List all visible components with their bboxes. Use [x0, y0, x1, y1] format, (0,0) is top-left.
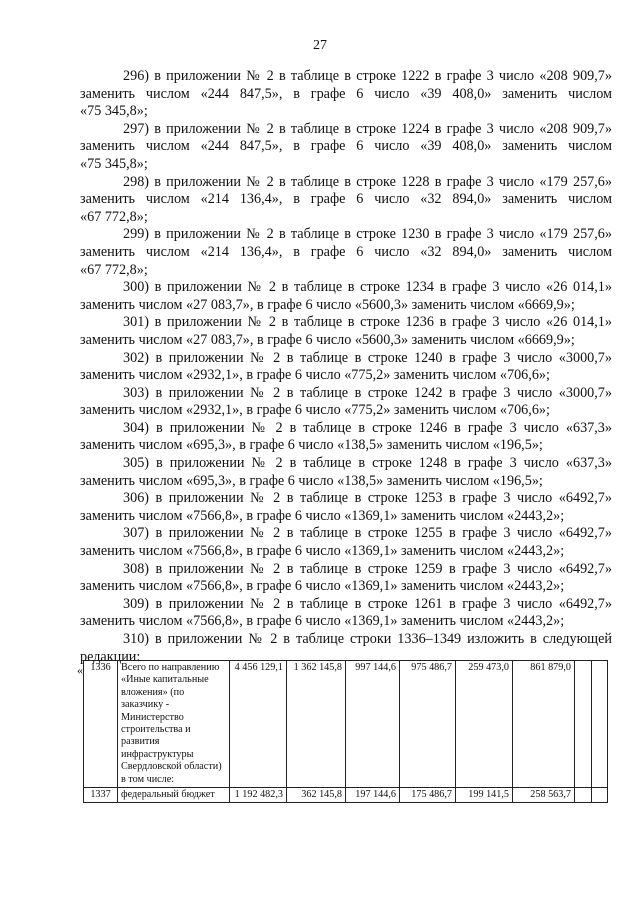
text-line: заменить числом «7566,8», в графе 6 число «1369,1» заменить числом «2443,2»;	[80, 613, 565, 630]
text-line: 302) в приложении № 2 в таблице в строке 1240 в графе 3 число «3000,7»	[123, 349, 612, 366]
amendment-item	[80, 314, 612, 349]
text-line: 308) в приложении № 2 в таблице в строке 1259 в графе 3 число «6492,7»	[123, 560, 612, 577]
page-number: 27	[313, 38, 327, 53]
value-cell: 975 486,7	[400, 661, 456, 788]
text-line: заменить числом «244 847,5», в графе 6 число «39 408,0» заменить числом	[80, 85, 612, 102]
value-cell	[592, 788, 608, 803]
text-line: 300) в приложении № 2 в таблице в строке 1234 в графе 3 число «26 014,1»	[123, 279, 612, 296]
value-cell: 197 144,6	[346, 788, 400, 803]
text-line: 297) в приложении № 2 в таблице в строке 1224 в графе 3 число «208 909,7»	[123, 120, 612, 137]
value-cell: 861 879,0	[513, 661, 575, 788]
budget-table	[83, 660, 608, 803]
table-row	[84, 661, 608, 788]
text-line: 306) в приложении № 2 в таблице в строке 1253 в графе 3 число «6492,7»	[123, 490, 612, 507]
text-line: заменить числом «27 083,7», в графе 6 число «5600,3» заменить числом «6669,9»;	[80, 331, 575, 348]
text-line: 299) в приложении № 2 в таблице в строке 1230 в графе 3 число «179 257,6»	[123, 226, 612, 243]
value-cell: 258 563,7	[513, 788, 575, 803]
text-line: 309) в приложении № 2 в таблице в строке 1261 в графе 3 число «6492,7»	[123, 595, 612, 612]
text-line: 307) в приложении № 2 в таблице в строке 1255 в графе 3 число «6492,7»	[123, 525, 612, 542]
text-line: заменить числом «2932,1», в графе 6 число «775,2» заменить числом «706,6»;	[80, 402, 550, 419]
table-row	[84, 788, 608, 803]
text-line: заменить числом «27 083,7», в графе 6 число «5600,3» заменить числом «6669,9»;	[80, 296, 575, 313]
value-cell: 199 141,5	[456, 788, 513, 803]
text-line: заменить числом «7566,8», в графе 6 число «1369,1» заменить числом «2443,2»;	[80, 543, 565, 560]
text-line: 303) в приложении № 2 в таблице в строке 1242 в графе 3 число «3000,7»	[123, 384, 612, 401]
value-cell: 259 473,0	[456, 661, 513, 788]
amendment-item	[80, 455, 612, 490]
amendment-item	[80, 561, 612, 596]
amendment-item	[80, 279, 612, 314]
text-line: редакции:	[80, 648, 141, 665]
text-line: «67 772,8»;	[80, 208, 148, 225]
amendment-item	[80, 385, 612, 420]
text-line: заменить числом «2932,1», в графе 6 число «775,2» заменить числом «706,6»;	[80, 367, 550, 384]
text-line: заменить числом «214 136,4», в графе 6 число «32 894,0» заменить числом	[80, 243, 612, 260]
text-line: 304) в приложении № 2 в таблице в строке 1246 в графе 3 число «637,3»	[123, 419, 612, 436]
amendment-item	[80, 68, 612, 121]
row-label-cell: Всего по направлению «Иные капитальные вложения» (по заказчику - Министерство строительства и развития инфраструктуры Свердловской области) в том числе:	[118, 661, 230, 788]
value-cell	[575, 788, 592, 803]
text-line: заменить числом «214 136,4», в графе 6 число «32 894,0» заменить числом	[80, 191, 612, 208]
text-line: «75 345,8»;	[80, 155, 148, 172]
value-cell: 1 362 145,8	[287, 661, 346, 788]
row-code-cell: 1337	[84, 788, 118, 803]
text-line: заменить числом «7566,8», в графе 6 число «1369,1» заменить числом «2443,2»;	[80, 578, 565, 595]
amendment-item	[80, 121, 612, 174]
row-code-cell: 1336	[84, 661, 118, 788]
amendment-item	[80, 174, 612, 227]
value-cell	[592, 661, 608, 788]
text-line: 301) в приложении № 2 в таблице в строке 1236 в графе 3 число «26 014,1»	[123, 314, 612, 331]
text-line: 305) в приложении № 2 в таблице в строке 1248 в графе 3 число «637,3»	[123, 455, 612, 472]
value-cell: 175 486,7	[400, 788, 456, 803]
value-cell: 1 192 482,3	[230, 788, 287, 803]
text-line: заменить числом «695,3», в графе 6 число «138,5» заменить числом «196,5»;	[80, 472, 543, 489]
text-line: 310) в приложении № 2 в таблице строки 1336–1349 изложить в следующей	[123, 631, 612, 647]
text-line: 296) в приложении № 2 в таблице в строке 1222 в графе 3 число «208 909,7»	[123, 68, 612, 84]
value-cell	[575, 661, 592, 788]
text-line: «67 772,8»;	[80, 261, 148, 278]
text-line: заменить числом «244 847,5», в графе 6 число «39 408,0» заменить числом	[80, 138, 612, 155]
value-cell: 362 145,8	[287, 788, 346, 803]
text-line: заменить числом «7566,8», в графе 6 число «1369,1» заменить числом «2443,2»;	[80, 507, 565, 524]
amendment-item	[80, 226, 612, 279]
text-line: «75 345,8»;	[80, 103, 148, 120]
opening-quote-mark: «	[77, 663, 83, 677]
text-line: заменить числом «695,3», в графе 6 число «138,5» заменить числом «196,5»;	[80, 437, 543, 454]
amendment-item	[80, 490, 612, 525]
amendment-list	[80, 68, 612, 666]
text-line: 298) в приложении № 2 в таблице в строке 1228 в графе 3 число «179 257,6»	[123, 173, 612, 190]
row-label-cell: федеральный бюджет	[118, 788, 230, 803]
amendment-item	[80, 525, 612, 560]
amendment-item	[80, 420, 612, 455]
amendment-item	[80, 596, 612, 631]
value-cell: 997 144,6	[346, 661, 400, 788]
value-cell: 4 456 129,1	[230, 661, 287, 788]
amendment-item	[80, 350, 612, 385]
